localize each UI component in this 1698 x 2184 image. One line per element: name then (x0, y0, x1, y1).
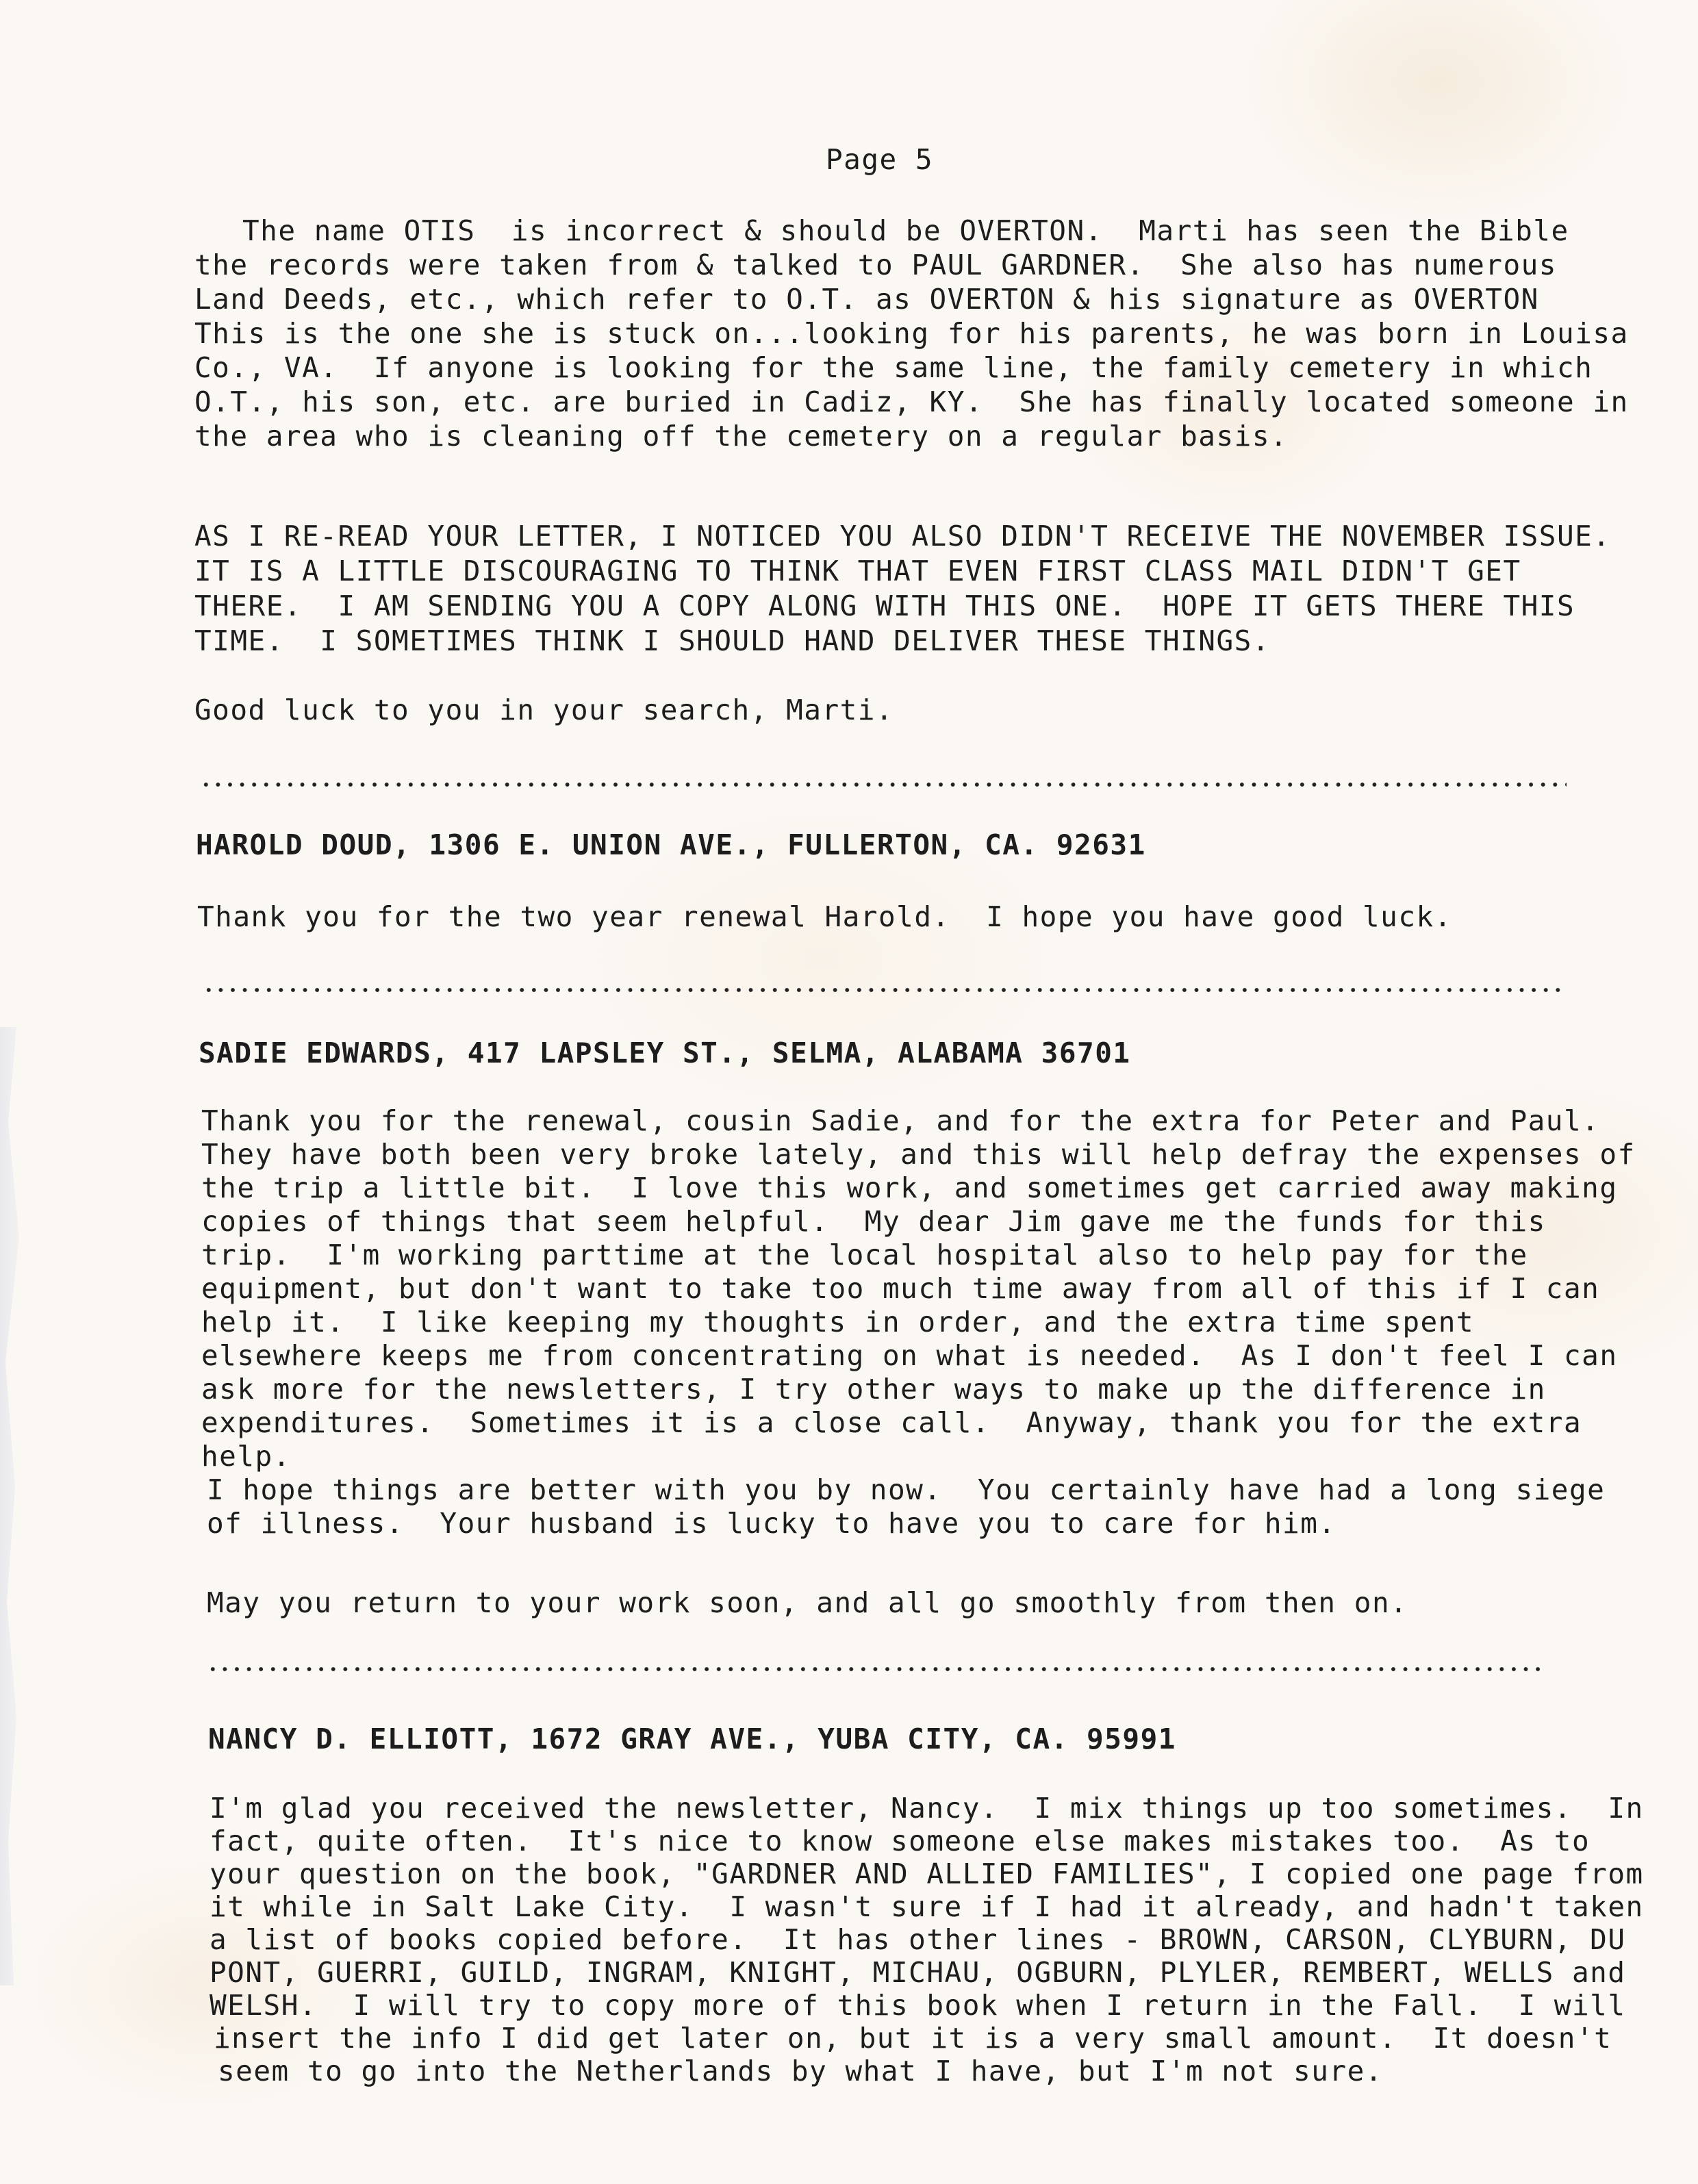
text-line: Land Deeds, etc., which refer to O.T. as OVERTON & his signature as OVERTON (194, 283, 1539, 316)
text-line: seem to go into the Netherlands by what I have, but I'm not sure. (218, 2055, 1383, 2087)
text-line: ask more for the newsletters, I try other ways to make up the difference in (201, 1373, 1546, 1406)
text-line: THERE. I AM SENDING YOU A COPY ALONG WITH THIS ONE. HOPE IT GETS THERE THIS (194, 589, 1575, 622)
text-line: help it. I like keeping my thoughts in order, and the extra time spent (201, 1306, 1475, 1338)
body-harold-doud: Thank you for the two year renewal Harold. I hope you have good luck. (197, 900, 1452, 933)
text-line: the area who is cleaning off the cemetery on a regular basis. (194, 420, 1289, 453)
page-label: Page 5 (826, 143, 934, 176)
closing-marti: Good luck to you in your search, Marti. (194, 694, 894, 726)
heading-harold-doud: HAROLD DOUD, 1306 E. UNION AVE., FULLERTON, CA. 92631 (196, 828, 1146, 861)
text-line: a list of books copied before. It has other lines - BROWN, CARSON, CLYBURN, DU (210, 1923, 1626, 1956)
text-line: equipment, but don't want to take too much time away from all of this if I can (201, 1272, 1600, 1305)
text-line: PONT, GUERRI, GUILD, INGRAM, KNIGHT, MICHAU, OGBURN, PLYLER, REMBERT, WELLS and (210, 1956, 1626, 1989)
text-line: I'm glad you received the newsletter, Nancy. I mix things up too sometimes. In (210, 1792, 1644, 1825)
text-line: of illness. Your husband is lucky to have you to care for him. (207, 1507, 1336, 1540)
text-line: copies of things that seem helpful. My dear Jim gave me the funds for this (201, 1205, 1546, 1238)
text-line: TIME. I SOMETIMES THINK I SHOULD HAND DELIVER THESE THINGS. (194, 624, 1271, 657)
text-line: insert the info I did get later on, but it is a very small amount. It doesn't (214, 2022, 1612, 2055)
text-line: WELSH. I will try to copy more of this book when I return in the Fall. I will (210, 1989, 1626, 2022)
text-line: elsewhere keeps me from concentrating on what is needed. As I don't feel I can (201, 1339, 1618, 1372)
text-line: IT IS A LITTLE DISCOURAGING TO THINK THAT EVEN FIRST CLASS MAIL DIDN'T GET (194, 555, 1521, 587)
text-line: fact, quite often. It's nice to know someone else makes mistakes too. As to (210, 1825, 1591, 1857)
closing-sadie: May you return to your work soon, and all go smoothly from then on. (207, 1586, 1408, 1619)
text-line: Thank you for the renewal, cousin Sadie, and for the extra for Peter and Paul. (201, 1104, 1600, 1137)
text-line: expenditures. Sometimes it is a close call. Anyway, thank you for the extra (201, 1406, 1582, 1439)
dotted-divider (200, 782, 1567, 787)
text-line: This is the one she is stuck on...looking for his parents, he was born in Louisa (194, 317, 1629, 350)
text-line: your question on the book, "GARDNER AND ALLIED FAMILIES", I copied one page from (210, 1857, 1644, 1890)
text-line: The name OTIS is incorrect & should be OVERTON. Marti has seen the Bible (242, 214, 1569, 247)
heading-nancy-elliott: NANCY D. ELLIOTT, 1672 GRAY AVE., YUBA CITY, CA. 95991 (208, 1723, 1176, 1755)
dotted-divider (203, 987, 1568, 993)
text-line: help. (201, 1440, 291, 1473)
text-line: They have both been very broke lately, and this will help defray the expenses of (201, 1138, 1636, 1171)
text-line: O.T., his son, etc. are buried in Cadiz, KY. She has finally located someone in (194, 385, 1629, 418)
dotted-divider (207, 1666, 1546, 1672)
heading-sadie-edwards: SADIE EDWARDS, 417 LAPSLEY ST., SELMA, ALABAMA 36701 (199, 1037, 1131, 1069)
text-line: Co., VA. If anyone is looking for the same line, the family cemetery in which (194, 351, 1593, 384)
text-line: the trip a little bit. I love this work, and sometimes get carried away making (201, 1171, 1618, 1204)
text-line: I hope things are better with you by now. You certainly have had a long siege (207, 1473, 1606, 1506)
text-line: AS I RE-READ YOUR LETTER, I NOTICED YOU ALSO DIDN'T RECEIVE THE NOVEMBER ISSUE. (194, 520, 1611, 553)
text-line: the records were taken from & talked to PAUL GARDNER. She also has numerous (194, 249, 1557, 281)
text-line: it while in Salt Lake City. I wasn't sure if I had it already, and hadn't taken (210, 1890, 1644, 1923)
text-line: trip. I'm working parttime at the local hospital also to help pay for the (201, 1239, 1528, 1271)
